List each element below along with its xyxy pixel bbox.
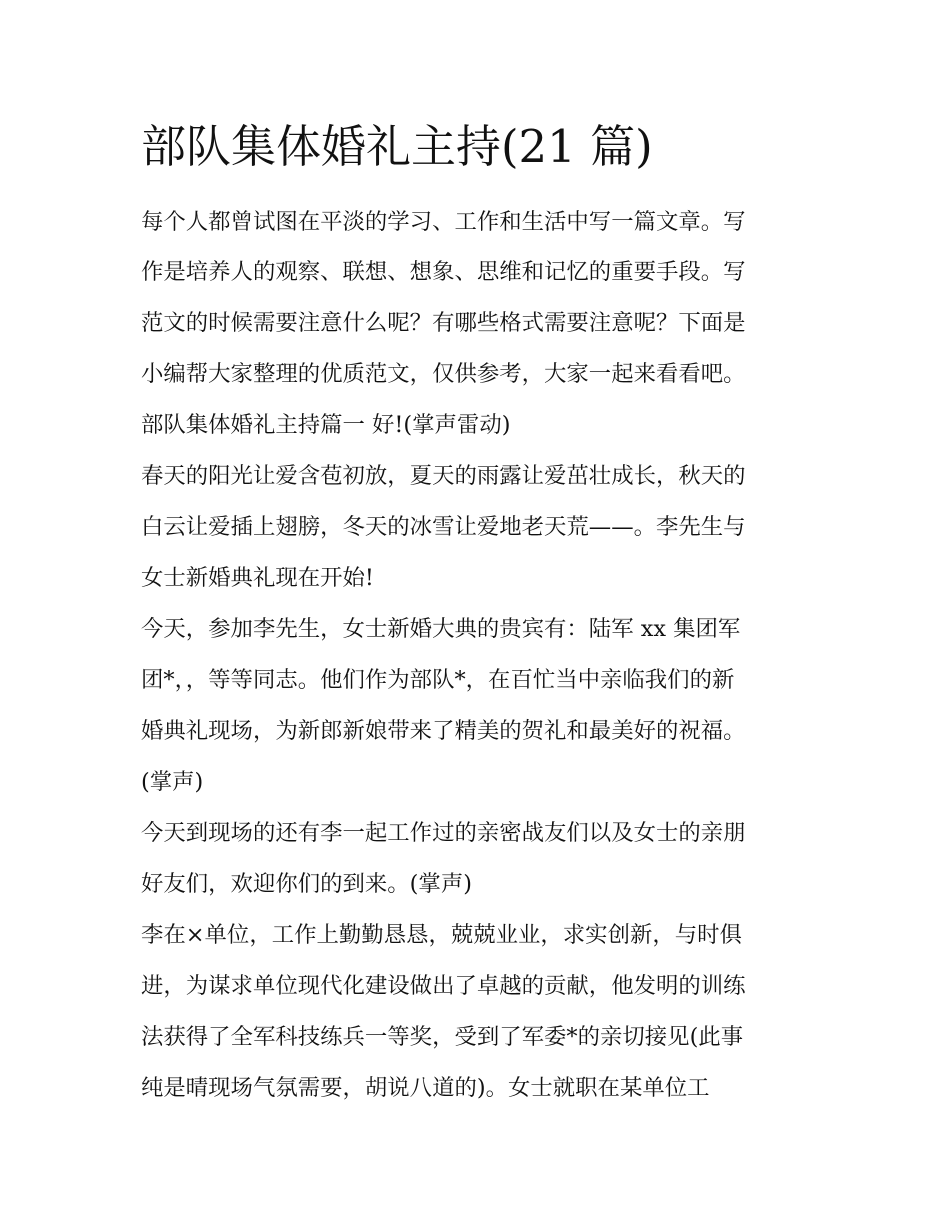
paragraph-line: 今天，参加李先生，女士新婚大典的贵宾有：陆军 xx 集团军 [141, 616, 741, 642]
paragraph-line: (掌声) [141, 769, 204, 795]
paragraph-line: 春天的阳光让爱含苞初放，夏天的雨露让爱茁壮成长，秋天的 [141, 463, 746, 489]
paragraph-line: 好友们，欢迎你们的到来。(掌声) [141, 871, 472, 897]
section-heading-line: 部队集体婚礼主持篇一 好!(掌声雷动) [141, 412, 511, 438]
document-title: 部队集体婚礼主持(21 篇) [141, 120, 653, 173]
paragraph-line: 今天到现场的还有李一起工作过的亲密战友们以及女士的亲朋 [141, 820, 746, 846]
paragraph-line: 女士新婚典礼现在开始! [141, 565, 374, 591]
paragraph-line: 进，为谋求单位现代化建设做出了卓越的贡献，他发明的训练 [141, 973, 746, 999]
paragraph-line: 婚典礼现场，为新郎新娘带来了精美的贺礼和最美好的祝福。 [141, 718, 746, 744]
paragraph-line: 每个人都曾试图在平淡的学习、工作和生活中写一篇文章。写 [141, 209, 746, 235]
paragraph-line: 纯是晴现场气氛需要，胡说八道的)。女士就职在某单位工 [141, 1075, 710, 1101]
paragraph-line: 法获得了全军科技练兵一等奖，受到了军委*的亲切接见(此事 [141, 1024, 744, 1050]
paragraph-line: 团*，，等等同志。他们作为部队*，在百忙当中亲临我们的新 [141, 667, 735, 693]
paragraph-line: 白云让爱插上翅膀，冬天的冰雪让爱地老天荒——。李先生与 [141, 514, 746, 540]
paragraph-line: 李在×单位，工作上勤勤恳恳，兢兢业业，求实创新，与时俱 [141, 922, 742, 948]
paragraph-line: 范文的时候需要注意什么呢？有哪些格式需要注意呢？下面是 [141, 310, 746, 336]
paragraph-line: 小编帮大家整理的优质范文，仅供参考，大家一起来看看吧。 [141, 361, 746, 387]
paragraph-line: 作是培养人的观察、联想、想象、思维和记忆的重要手段。写 [141, 259, 746, 285]
